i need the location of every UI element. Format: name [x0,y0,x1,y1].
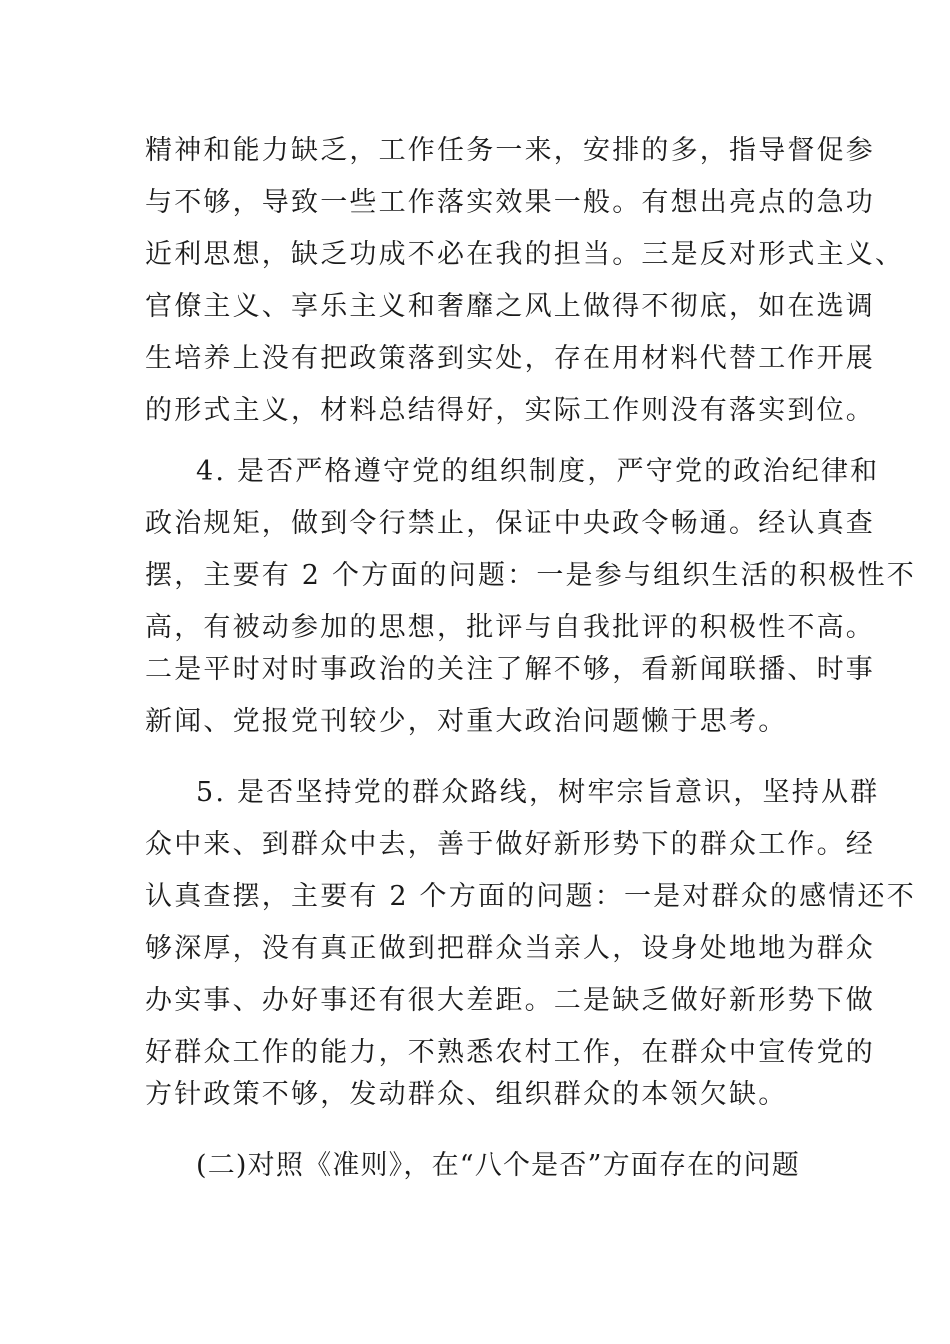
text-line: 摆，主要有 2 个方面的问题：一是参与组织生活的积极性不 [145,560,916,591]
text-line: 好群众工作的能力，不熟悉农村工作，在群众中宣传党的 [145,1037,875,1068]
text-line: 够深厚，没有真正做到把群众当亲人，设身处地地为群众 [145,933,875,964]
text-line: 5. 是否坚持党的群众路线，树牢宗旨意识，坚持从群 [196,777,880,808]
text-line: 的形式主义，材料总结得好，实际工作则没有落实到位。 [145,395,875,426]
text-line: 方针政策不够，发动群众、组织群众的本领欠缺。 [145,1079,788,1110]
text-line: 生培养上没有把政策落到实处，存在用材料代替工作开展 [145,343,875,374]
text-line: 与不够，导致一些工作落实效果一般。有想出亮点的急功 [145,187,875,218]
text-line: 认真查摆，主要有 2 个方面的问题：一是对群众的感情还不 [145,881,916,912]
text-line: 精神和能力缺乏，工作任务一来，安排的多，指导督促参 [145,135,875,166]
text-line: 二是平时对时事政治的关注了解不够，看新闻联播、时事 [145,654,875,685]
text-line: 政治规矩，做到令行禁止，保证中央政令畅通。经认真查 [145,508,875,539]
text-line: 众中来、到群众中去，善于做好新形势下的群众工作。经 [145,829,875,860]
text-line: 官僚主义、享乐主义和奢靡之风上做得不彻底，如在选调 [145,291,875,322]
text-line: 高，有被动参加的思想，批评与自我批评的积极性不高。 [145,612,875,643]
text-line: 4. 是否严格遵守党的组织制度，严守党的政治纪律和 [196,456,880,487]
text-line: 近利思想，缺乏功成不必在我的担当。三是反对形式主义、 [145,239,905,270]
text-line: 新闻、党报党刊较少，对重大政治问题懒于思考。 [145,706,788,737]
text-line: 办实事、办好事还有很大差距。二是缺乏做好新形势下做 [145,985,875,1016]
section-heading: (二)对照《准则》，在“八个是否”方面存在的问题 [196,1150,800,1181]
